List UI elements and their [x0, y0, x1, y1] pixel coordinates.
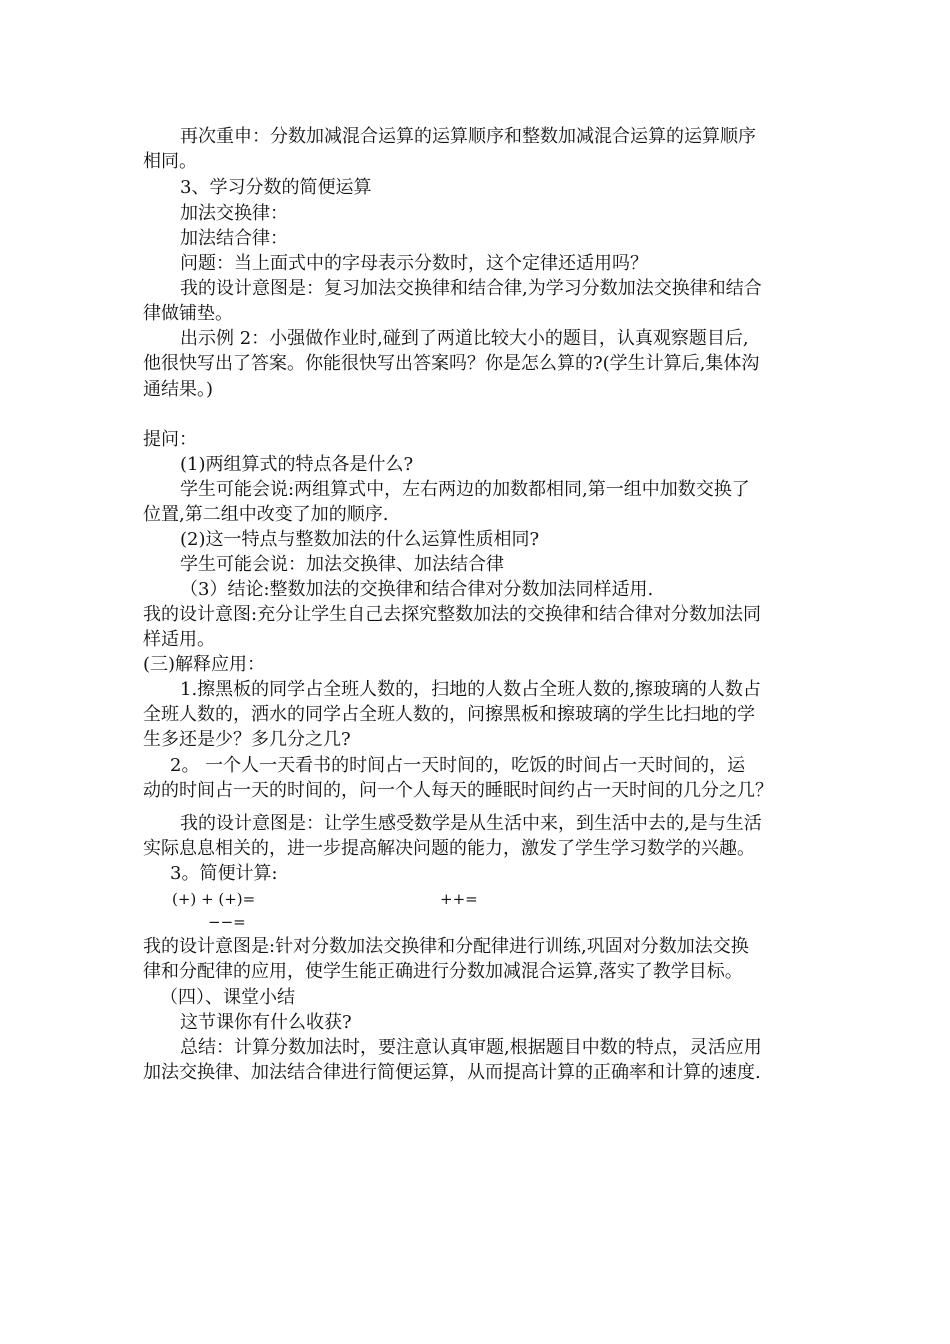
paragraph-line: 样适用。	[143, 629, 215, 650]
expression-line: ++=	[440, 890, 478, 908]
section-heading: 3、学习分数的简便运算	[180, 177, 372, 198]
paragraph-line: 学生可能会说:两组算式中，左右两边的加数都相同,第一组中加数交换了	[180, 479, 750, 500]
section-heading: （四）、课堂小结	[160, 987, 295, 1008]
paragraph-line: 学生可能会说：加法交换律、加法结合律	[180, 554, 504, 575]
paragraph-line: 律做铺垫。	[143, 303, 233, 324]
paragraph-line: 再次重申：分数加减混合运算的运算顺序和整数加减混合运算的运算顺序	[180, 126, 756, 147]
paragraph-line: 位置,第二组中改变了加的顺序.	[143, 504, 389, 525]
paragraph-line: 动的时间占一天的时间的，问一个人每天的睡眠时间约占一天时间的几分之几？	[143, 780, 773, 801]
paragraph-line: 通结果。)	[143, 379, 214, 400]
paragraph-line: 1.擦黑板的同学占全班人数的，扫地的人数占全班人数的,擦玻璃的人数占	[180, 679, 761, 700]
paragraph-line: 我的设计意图是：让学生感受数学是从生活中来，到生活中去的,是与生活	[180, 813, 762, 834]
paragraph-line: （3）结论:整数加法的交换律和结合律对分数加法同样适用.	[180, 579, 654, 600]
expression-line: −−=	[208, 913, 246, 931]
paragraph-line: 他很快写出了答案。你能很快写出答案吗？你是怎么算的?(学生计算后,集体沟	[143, 353, 760, 374]
paragraph-line: 出示例 2：小强做作业时,碰到了两道比较大小的题目，认真观察题目后,	[180, 328, 749, 349]
paragraph-line: 生多还是少？多几分之几?	[143, 729, 351, 750]
paragraph-line: (2)这一特点与整数加法的什么运算性质相同?	[180, 529, 540, 550]
paragraph-line: 我的设计意图:充分让学生自己去探究整数加法的交换律和结合律对分数加法同	[143, 604, 762, 625]
paragraph-line: 总结：计算分数加法时，要注意认真审题,根据题目中数的特点，灵活应用	[180, 1037, 762, 1058]
paragraph-line: 加法交换律、加法结合律进行简便运算，从而提高计算的正确率和计算的速度.	[143, 1062, 761, 1083]
paragraph-line: 问题：当上面式中的字母表示分数时，这个定律还适用吗？	[180, 253, 648, 274]
paragraph-line: 2。 一个人一天看书的时间占一天时间的，吃饭的时间占一天时间的，运	[170, 755, 746, 776]
paragraph-line: 提问：	[143, 429, 197, 450]
section-heading: (三)解释应用：	[143, 654, 266, 675]
paragraph-line: 加法结合律：	[180, 228, 288, 249]
expression-line: (+) + (+)=	[172, 890, 256, 908]
paragraph-line: 律和分配律的应用，使学生能正确进行分数加减混合运算,落实了教学目标。	[143, 961, 743, 982]
paragraph-line: 我的设计意图是:针对分数加法交换律和分配律进行训练,巩固对分数加法交换	[143, 936, 749, 957]
paragraph-line: 我的设计意图是：复习加法交换律和结合律,为学习分数加法交换律和结合	[180, 278, 762, 299]
paragraph-line: 全班人数的，洒水的同学占全班人数的，问擦黑板和擦玻璃的学生比扫地的学	[143, 704, 755, 725]
paragraph-line: 实际息息相关的，进一步提高解决问题的能力，激发了学生学习数学的兴趣。	[143, 838, 755, 859]
paragraph-line: 这节课你有什么收获?	[180, 1012, 352, 1033]
paragraph-line: 加法交换律：	[180, 203, 288, 224]
paragraph-line: 3。简便计算:	[170, 863, 278, 884]
paragraph-line: 相同。	[143, 151, 197, 172]
paragraph-line: (1)两组算式的特点各是什么?	[180, 454, 414, 475]
